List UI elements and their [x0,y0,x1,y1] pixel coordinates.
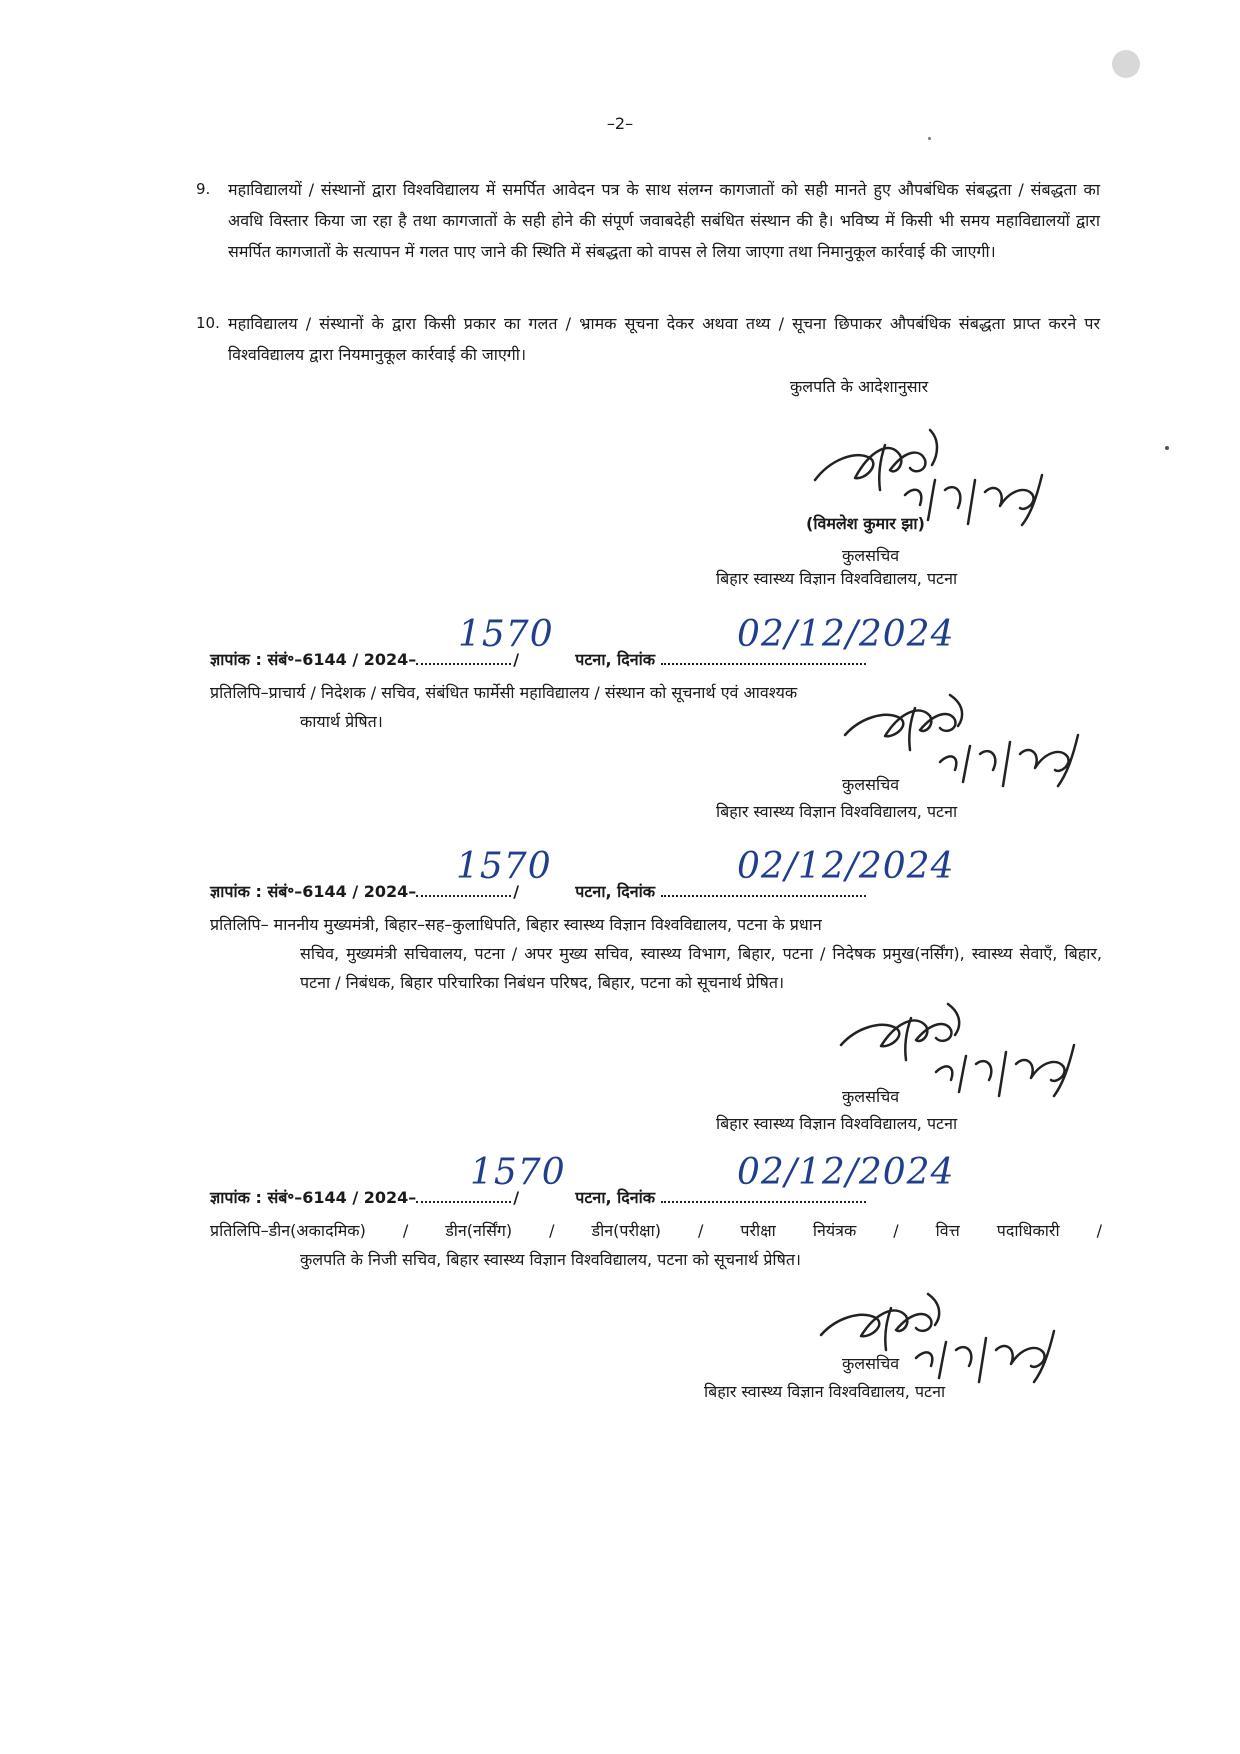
handwritten-memo-date: 02/12/2024 [737,614,955,655]
signatory-name: (विमलेश कुमार झा) [806,514,925,533]
copy-recipients [210,910,1102,997]
copy-recipients-continuation: सचिव, मुख्यमंत्री सचिवालय, पटना / अपर मुख्य सचिव, स्वास्थ्य विभाग, बिहार, पटना / निदेषक प्रमुख(नर्सिंग), स्वास्थ्य सेवाएँ, बिहार, पटना / निबंधक, बिहार परिचारिका निबंधन परिषद, बिहार, पटना को सूचनार्थ प्रेषित। [300,944,1102,992]
condition-number: 10. [196,314,220,332]
scan-mark [1165,446,1169,450]
memo-ref-prefix: ज्ञापांक : संबं॰–6144 / 2024– [210,650,417,669]
copy-recipients-continuation: कायार्थ प्रेषित। [300,712,383,731]
condition-text: महाविद्यालय / संस्थानों के द्वारा किसी प्रकार का गलत / भ्रामक सूचना देकर अथवा तथ्य / सूचना छिपाकर औपबंधिक संबद्धता प्राप्त करने पर विश्वविद्यालय द्वारा नियमानुकूल कार्रवाई की जाएगी। [228,314,1100,364]
attestation-line: कुलपति के आदेशानुसार [790,377,929,396]
signatory-organization: बिहार स्वास्थ्य विज्ञान विश्वविद्यालय, पटना [704,1382,946,1401]
condition-number: 9. [196,180,211,198]
memo-date-prefix: पटना, दिनांक [575,1188,656,1207]
signatory-organization: बिहार स्वास्थ्य विज्ञान विश्वविद्यालय, पटना [716,1114,958,1133]
handwritten-memo-number: 1570 [470,1152,566,1193]
copy-recipients-continuation: कुलपति के निजी सचिव, बिहार स्वास्थ्य विज्ञान विश्वविद्यालय, पटना को सूचनार्थ प्रेषित। [300,1250,801,1269]
copy-recipients-first-line: प्रतिलिपि– माननीय मुख्यमंत्री, बिहार–सह–कुलाधिपति, बिहार स्वास्थ्य विज्ञान विश्वविद्यालय, पटना के प्रधान [210,915,822,934]
condition-item [196,308,1100,370]
page-number: –2– [606,114,634,133]
copy-recipients-first-line: प्रतिलिपि–प्राचार्य / निदेशक / सचिव, संबंधित फार्मेसी महाविद्यालय / संस्थान को सूचनार्थ एवं आवश्यक [210,683,798,702]
handwritten-memo-date: 02/12/2024 [737,846,955,887]
memo-reference: ज्ञापांक : संबं॰–6144 / 2024– / पटना, दिनांक [210,648,866,670]
signatory-designation: कुलसचिव [842,546,900,565]
memo-ref-prefix: ज्ञापांक : संबं॰–6144 / 2024– [210,1188,417,1207]
condition-item [196,174,1100,267]
condition-text: महाविद्यालयों / संस्थानों द्वारा विश्वविद्यालय में समर्पित आवेदन पत्र के साथ संलग्न कागजातों को सही मानते हुए औपबंधिक संबद्धता / संबद्धता का अवधि विस्तार किया जा रहा है तथा कागजातों के सही होने की संपूर्ण जवाबदेही सबंधित संस्थान की है। भविष्य में किसी भी समय महाविद्यालयों द्वारा समर्पित कागजातों के सत्यापन में गलत पाए जाने की स्थिति में संबद्धता को वापस ले लिया जाएगा तथा निमानुकूल कार्रवाई की जाएगी। [228,180,1100,261]
handwritten-memo-number: 1570 [456,846,552,887]
memo-reference: ज्ञापांक : संबं॰–6144 / 2024– / पटना, दिनांक [210,1186,866,1208]
memo-ref-prefix: ज्ञापांक : संबं॰–6144 / 2024– [210,882,417,901]
copy-recipients [210,1216,1102,1274]
copy-recipients-first-line: प्रतिलिपि–डीन(अकादमिक) / डीन(नर्सिंग) / डीन(परीक्षा) / परीक्षा नियंत्रक / वित्त पदाधिकारी / [210,1221,1102,1240]
memo-date-prefix: पटना, दिनांक [575,882,656,901]
memo-date-prefix: पटना, दिनांक [575,650,656,669]
signatory-designation: कुलसचिव [842,1087,900,1106]
handwritten-signature [816,1290,1076,1390]
handwritten-memo-number: 1570 [458,614,554,655]
memo-reference: ज्ञापांक : संबं॰–6144 / 2024– / पटना, दिनांक [210,880,866,902]
handwritten-memo-date: 02/12/2024 [737,1152,955,1193]
signatory-designation: कुलसचिव [842,1354,900,1373]
scan-mark [1112,50,1140,78]
signatory-designation: कुलसचिव [842,775,900,794]
signatory-organization: बिहार स्वास्थ्य विज्ञान विश्वविद्यालय, पटना [716,802,958,821]
scan-mark [928,137,931,140]
signatory-organization: बिहार स्वास्थ्य विज्ञान विश्वविद्यालय, पटना [716,569,958,588]
